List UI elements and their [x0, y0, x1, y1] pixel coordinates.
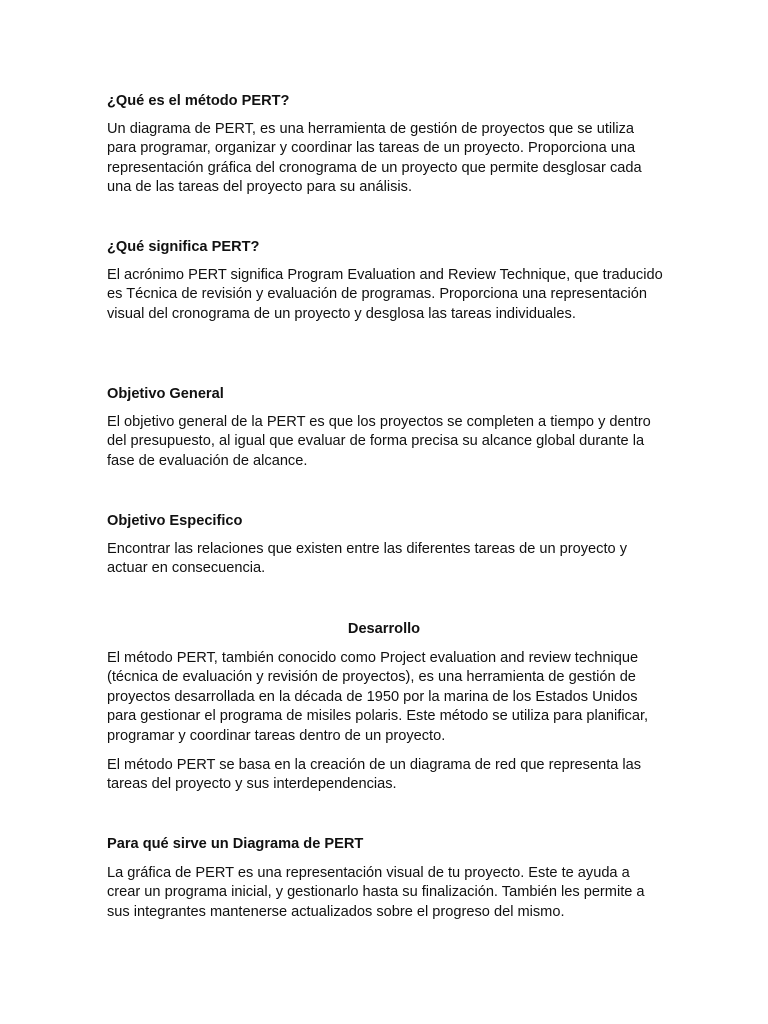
section-paragraph: Un diagrama de PERT, es una herramienta de gestión de proyectos que se utiliza para programar, organizar y coordinar las tareas de un proyecto. Proporciona una representación gráfica del cronograma de un proyecto que permite desglosar cada una de las tareas del proyecto para su análisis. [107, 121, 642, 196]
section-heading-que-significa-pert: ¿Qué significa PERT? [107, 239, 260, 255]
section-heading-objetivo-general: Objetivo General [107, 386, 224, 402]
section-heading-que-es-pert: ¿Qué es el método PERT? [107, 93, 290, 109]
section-paragraph: La gráfica de PERT es una representación visual de tu proyecto. Este te ayuda a crear un programa inicial, y gestionarlo hasta su finalización. También les permite a sus integrantes mantenerse actualizados sobre el progreso del mismo. [107, 865, 645, 920]
section-paragraph: El acrónimo PERT significa Program Evaluation and Review Technique, que traducido es Técnica de revisión y evaluación de programas. Proporciona una representación visual del cronograma de un proyecto y desglosa las tareas individuales. [107, 267, 663, 322]
section-heading-objetivo-especifico: Objetivo Especifico [107, 513, 243, 529]
section-heading-para-que-sirve: Para qué sirve un Diagrama de PERT [107, 836, 364, 852]
section-heading-desarrollo: Desarrollo [347, 621, 421, 637]
section-paragraph: El método PERT, también conocido como Project evaluation and review technique (técnica de evaluación y revisión de proyectos), es una herramienta de gestión de proyectos desarrollada en la década de 1950 por la marina de los Estados Unidos para gestionar el programa de misiles polaris. Este método se utiliza para planificar, programar y coordinar tareas dentro de un proyecto. [107, 650, 649, 744]
section-paragraph: Encontrar las relaciones que existen entre las diferentes tareas de un proyecto y actuar en consecuencia. [107, 541, 627, 577]
section-paragraph: El objetivo general de la PERT es que los proyectos se completen a tiempo y dentro del presupuesto, al igual que evaluar de forma precisa su alcance global durante la fase de evaluación de alcance. [107, 414, 651, 469]
section-paragraph: El método PERT se basa en la creación de un diagrama de red que representa las tareas del proyecto y sus interdependencias. [107, 757, 642, 793]
